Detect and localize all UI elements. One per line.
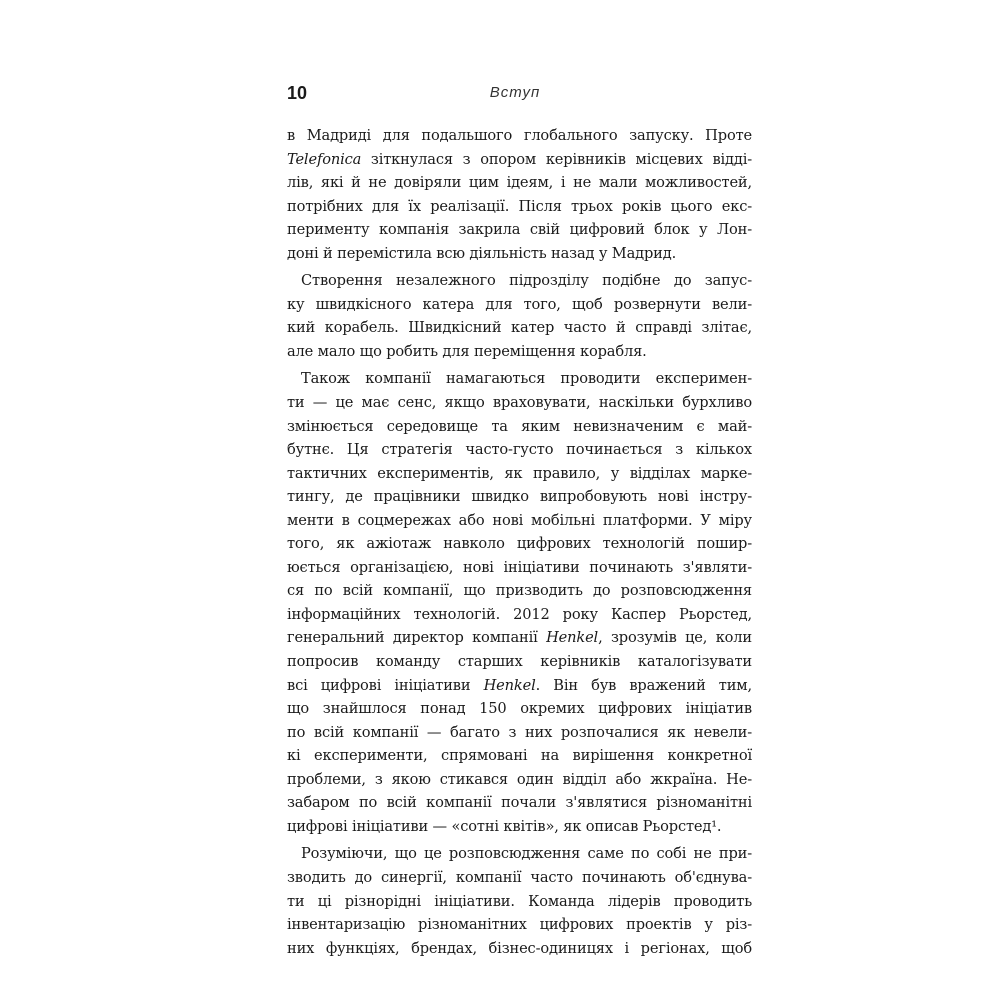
text-line: ку швидкісного катера для того, щоб розвернути вели- bbox=[287, 295, 752, 313]
text-line: ся по всій компанії, що призводить до розповсюдження bbox=[287, 582, 752, 600]
text-line: ти — це має сенс, якщо враховувати, наскільки бурхливо bbox=[287, 394, 752, 412]
paragraph bbox=[287, 842, 752, 960]
text-line: тактичних експериментів, як правило, у відділах марке- bbox=[287, 464, 752, 482]
text-line: юється організацією, нові ініціативи починають з'являти- bbox=[287, 558, 752, 576]
text-line: всі цифрові ініціативи Henkel. Він був вражений тим, bbox=[287, 676, 752, 694]
text-line: проблеми, з якою стикався один відділ або жкраїна. Не- bbox=[287, 770, 752, 788]
text-line: інвентаризацію різноманітних цифрових проектів у різ- bbox=[287, 916, 752, 934]
text-line: забаром по всій компанії почали з'являтися різноманітні bbox=[287, 794, 752, 812]
text-line: Створення незалежного підрозділу подібне до запус- bbox=[301, 272, 752, 290]
text-line: бутнє. Ця стратегія часто-густо починається з кількох bbox=[287, 441, 752, 459]
paragraph bbox=[287, 367, 752, 838]
text-line: зводить до синергії, компанії часто починають об'єднува- bbox=[287, 868, 752, 886]
text-line: потрібних для їх реалізації. Після трьох років цього екс- bbox=[287, 197, 752, 215]
text-line: них функціях, брендах, бізнес-одиницях і регіонах, щоб bbox=[287, 939, 752, 957]
text-line: по всій компанії — багато з них розпочалися як невели- bbox=[287, 723, 752, 741]
text-line: попросив команду старших керівників каталогізувати bbox=[287, 653, 752, 671]
text-line: що знайшлося понад 150 окремих цифрових ініціатив bbox=[287, 700, 752, 718]
paragraph bbox=[287, 124, 752, 265]
text-line: інформаційних технологій. 2012 року Каспер Рьорстед, bbox=[287, 605, 752, 623]
text-line: змінюється середовище та яким невизначеним є май- bbox=[287, 417, 752, 435]
text-line: цифрові ініціативи — «сотні квітів», як описав Рьорстед¹. bbox=[287, 817, 722, 835]
text-line: кі експерименти, спрямовані на вирішення конкретної bbox=[287, 747, 752, 765]
text-line: генеральний директор компанії Henkel, зрозумів це, коли bbox=[287, 629, 753, 647]
body-text bbox=[287, 124, 752, 960]
paragraph bbox=[287, 269, 752, 363]
running-head: Вступ bbox=[489, 84, 541, 101]
text-line: Розуміючи, що це розповсюдження саме по собі не при- bbox=[301, 845, 752, 863]
text-line: Також компанії намагаються проводити експеримен- bbox=[301, 370, 752, 388]
text-line: тингу, де працівники швидко випробовують нові інстру- bbox=[287, 488, 752, 506]
text-line: кий корабель. Швидкісний катер часто й справді злітає, bbox=[287, 319, 752, 337]
text-line: перименту компанія закрила свій цифровий блок у Лон- bbox=[287, 221, 752, 239]
page-number: 10 bbox=[287, 83, 308, 103]
text-line: доні й перемістила всю діяльність назад у Мадрид. bbox=[287, 244, 677, 262]
text-line: менти в соцмережах або нові мобільні платформи. У міру bbox=[287, 511, 752, 529]
text-line: але мало що робить для переміщення корабля. bbox=[287, 342, 647, 360]
text-line: ти ці різнорідні ініціативи. Команда лідерів проводить bbox=[287, 892, 752, 910]
text-line: в Мадриді для подальшого глобального запуску. Проте bbox=[287, 127, 752, 144]
text-line: лів, які й не довіряли цим ідеям, і не мали можливостей, bbox=[287, 174, 752, 192]
text-line: того, як ажіотаж навколо цифрових технологій пошир- bbox=[287, 535, 752, 553]
text-line: Telefonica зіткнулася з опором керівників місцевих відді- bbox=[287, 150, 752, 168]
